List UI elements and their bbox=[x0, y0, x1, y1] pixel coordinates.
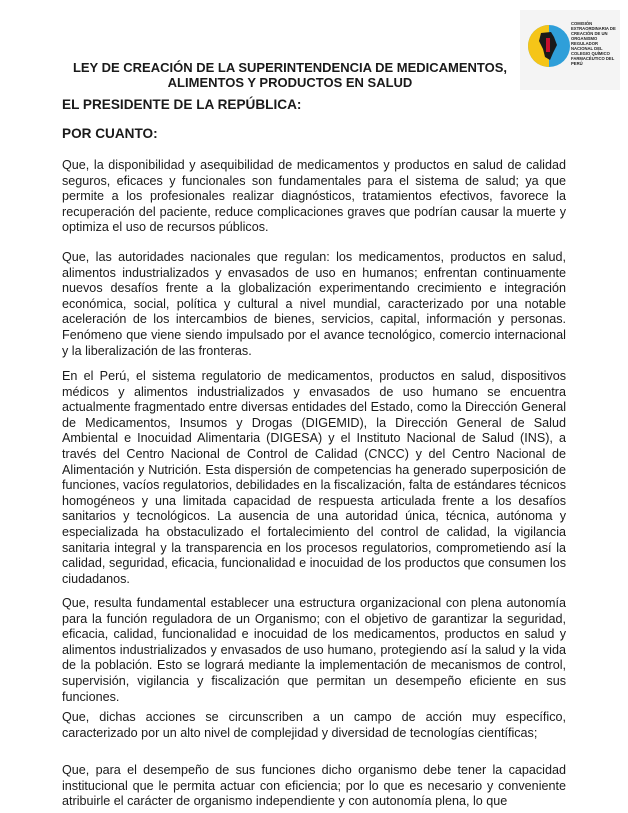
paragraph-4: Que, resulta fundamental establecer una estructura organizacional con plena autonomía para la función reguladora de un Organismo; con el objetivo de garantizar la seguridad, eficacia, calidad, funcionalidad e inocuidad de los medicamentos, productos en salud y alimentos industrializados y envasados de uso humano, protegiendo así la salud y la vida de la población. Esto se logrará mediante la implementación de mecanismos de control, supervisión, vigilancia y fiscalización que permitan un desempeño eficiente en sus funciones. bbox=[62, 596, 566, 704]
title-line-2: ALIMENTOS Y PRODUCTOS EN SALUD bbox=[167, 75, 413, 90]
heading-por-cuanto: POR CUANTO: bbox=[62, 126, 158, 141]
paragraph-3: En el Perú, el sistema regulatorio de medicamentos, productos en salud, dispositivos médicos y alimentos industrializados y envasados de uso humano se encuentra actualmente fragmentado entre diversas entidades del Estado, como la Dirección General de Medicamentos, Insumos y Drogas (DIGEMID), la Dirección General de Salud Ambiental e Inocuidad Alimentaria (DIGESA) y el Instituto Nacional de Salud (INS), a través del Centro Nacional de Control de Calidad (CNCC) y del Centro Nacional de Alimentación y Nutrición. Esta dispersión de competencias ha generado superposición de funciones, vacíos regulatorios, debilidades en la fiscalización, falta de estándares técnicos homogéneos y una limitada capacidad de respuesta articulada frente a los desafíos sanitarios y tecnológicos. La ausencia de una autoridad única, técnica, autónoma y especializada ha obstaculizado el fortalecimiento del control de calidad, la vigilancia sanitaria integral y la transparencia en los procesos regulatorios, comprometiendo así la calidad, seguridad, eficacia, funcionalidad e inocuidad de los productos que consumen los ciudadanos. bbox=[62, 369, 566, 586]
document-title bbox=[40, 60, 540, 90]
paragraph-2: Que, las autoridades nacionales que regulan: los medicamentos, productos en salud, alimentos industrializados y envasados de uso en humanos; enfrentan continuamente nuevos desafíos frente a la globalización experimentando crecimiento e integración económica, social, política y cultural a nivel mundial, caracterizado por una notable aceleración de los intercambios de bienes, servicios, capital, información y personas. Fenómeno que viene siendo impulsado por el avance tecnológico, comercio internacional y la liberalización de las fronteras. bbox=[62, 250, 566, 358]
paragraph-1: Que, la disponibilidad y asequibilidad de medicamentos y productos en salud de calidad seguros, eficaces y funcionales son fundamentales para el sistema de salud; ya que permite a los profesionales realizar diagnósticos, tratamientos efectivos, favorece la recuperación del paciente, reduce complicaciones graves que podrían causar la muerte y optimiza el uso de recursos públicos. bbox=[62, 158, 566, 235]
heading-president: EL PRESIDENTE DE LA REPÚBLICA: bbox=[62, 97, 302, 112]
paragraph-5: Que, dichas acciones se circunscriben a un campo de acción muy específico, caracterizado por un alto nivel de complejidad y diversidad de tecnologías científicas; bbox=[62, 710, 566, 740]
logo-caption: COMISIÓN EXTRAORDINARIA DE CREACIÓN DE UN ORGANISMO REGULADOR NACIONAL DEL COLEGIO QUÍMICO FARMACÉUTICO DEL PERÚ bbox=[571, 21, 616, 66]
title-line-1: LEY DE CREACIÓN DE LA SUPERINTENDENCIA DE MEDICAMENTOS, bbox=[72, 60, 508, 75]
paragraph-6: Que, para el desempeño de sus funciones dicho organismo debe tener la capacidad institucional que le permita actuar con eficiencia; por lo que es necesario y conveniente atribuirle el carácter de organismo independiente y con autonomía plena, lo que bbox=[62, 763, 566, 809]
